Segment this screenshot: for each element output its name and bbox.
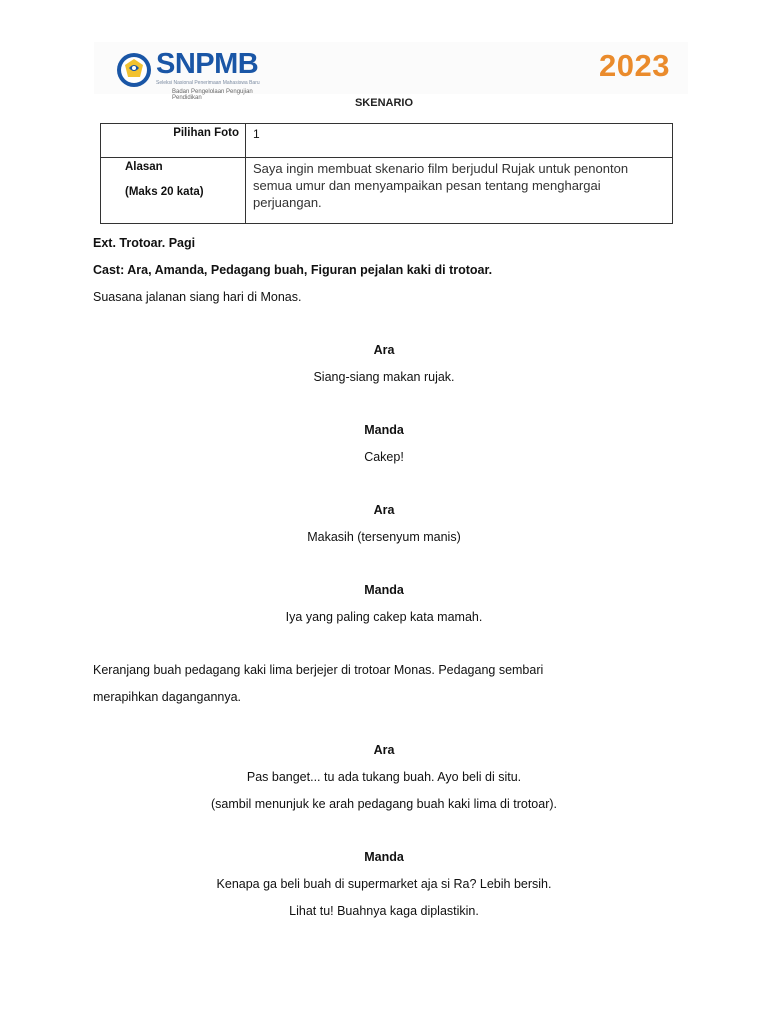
document-header (94, 42, 688, 101)
snpmb-logo (116, 48, 276, 101)
photo-label: Pilihan Foto (101, 124, 246, 158)
reason-label: Alasan (125, 161, 163, 173)
document-title: SKENARIO (354, 97, 414, 109)
scene-heading: Ext. Trotoar. Pagi (93, 236, 196, 250)
photo-value: 1 (246, 124, 673, 158)
dialogue-line: Pas banget... tu ada tukang buah. Ayo beli di situ. (246, 770, 522, 784)
photo-row (101, 124, 673, 158)
action-line: Keranjang buah pedagang kaki lima berjejer di trotoar Monas. Pedagang sembari (93, 663, 544, 677)
reason-sublabel: (Maks 20 kata) (125, 186, 204, 198)
photo-choice-table (100, 123, 673, 224)
dialogue-line: Cakep! (364, 450, 404, 464)
dialogue-speaker: Manda (364, 850, 404, 864)
logo-subtitle-2: Badan Pengelolaan Pengujian Pendidikan (172, 89, 253, 101)
logo-subtitle: Seleksi Nasional Penerimaan Mahasiswa Baru (156, 80, 260, 86)
cast-list: Cast: Ara, Amanda, Pedagang buah, Figuran pejalan kaki di trotoar. (93, 263, 493, 277)
dialogue-speaker: Ara (373, 503, 395, 517)
dialogue-speaker: Ara (373, 743, 395, 757)
logo-text: SNPMB (156, 48, 259, 80)
dialogue-line: Iya yang paling cakep kata mamah. (285, 610, 483, 624)
reason-value: Saya ingin membuat skenario film berjudul Rujak untuk penonton semua umur dan menyampaikan pesan tentang menghargai perjuangan. (246, 158, 673, 224)
setting-description: Suasana jalanan siang hari di Monas. (93, 290, 302, 304)
dialogue-parenthetical: (sambil menunjuk ke arah pedagang buah kaki lima di trotoar). (210, 797, 558, 811)
dialogue-line: Lihat tu! Buahnya kaga diplastikin. (289, 904, 479, 918)
dialogue-speaker: Manda (364, 583, 404, 597)
dialogue-speaker: Manda (364, 423, 404, 437)
tut-wuri-emblem-icon (116, 52, 152, 88)
dialogue-line: Kenapa ga beli buah di supermarket aja si Ra? Lebih bersih. (216, 877, 552, 891)
dialogue-speaker: Ara (373, 343, 395, 357)
dialogue-line: Makasih (tersenyum manis) (307, 530, 461, 544)
reason-row (101, 158, 673, 224)
dialogue-line: Siang-siang makan rujak. (313, 370, 455, 384)
reason-label-cell (101, 158, 246, 224)
action-line: merapihkan dagangannya. (93, 690, 242, 704)
header-year: 2023 (599, 48, 670, 83)
